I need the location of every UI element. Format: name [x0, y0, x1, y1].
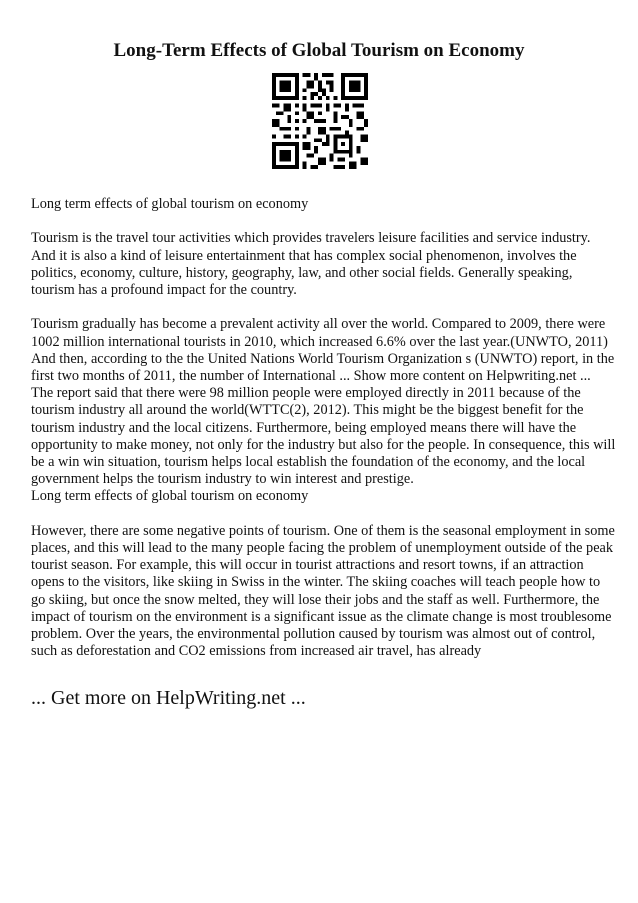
paragraph-employment: The report said that there were 98 million people were employed directly in 2011 because of the tourism industry all around the world(WTTC(2), 2012). This might be the biggest benefit for the tourism industry and the local citizens. Furthermore, being employed means there will have the opportunity to make money, not only for the industry but also for the people. In consequence, this will be a win win situation, tourism helps local establish the foundation of the economy, and the local government helps the tourism industry to win interest and prestige. [31, 385, 616, 488]
get-more-link[interactable]: ... Get more on HelpWriting.net ... [31, 687, 306, 709]
page-title: Long-Term Effects of Global Tourism on Economy [113, 40, 525, 61]
paragraph-gap [31, 299, 616, 316]
paragraph-gap [31, 213, 616, 230]
paragraph-growth: Tourism gradually has become a prevalent activity all over the world. Compared to 2009, there were 1002 million international tourists in 2010, which increased 6.6% over the last year.(UNWTO, 2011) And then, according to the the United Nations World Tourism Organization s (UNWTO) report, in the first two months of 2011, the number of International ... Show more content on Helpwriting.net ... [31, 316, 615, 384]
document-body [31, 196, 616, 660]
paragraph-negative: However, there are some negative points of tourism. One of them is the seasonal employment in some places, and this will lead to the many people facing the problem of unemployment outside of the peak tourist season. For example, this will occur in tourist attractions and resort towns, if an attraction opens to the visitors, like skiing in Swiss in the winter. The skiing coaches will teach people how to go skiing, but once the snow melted, they will lose their jobs and the staff as well. Furthermore, the impact of tourism on the environment is a significant issue as the climate change is most troublesome problem. Over the years, the environmental pollution caused by tourism was almost out of control, such as deforestation and CO2 emissions from increased air travel, has already [31, 522, 615, 660]
section-heading-1: Long term effects of global tourism on economy [31, 196, 309, 212]
section-heading-2: Long term effects of global tourism on economy [31, 488, 309, 505]
paragraph-intro: Tourism is the travel tour activities which provides travelers leisure facilities and service industry. And it is also a kind of leisure entertainment that has complex social phenomenon, involves the politics, economy, culture, history, geography, law, and other social fields. Generally speaking, tourism has a profound impact for the country. [31, 230, 591, 298]
qr-code-icon [272, 73, 368, 169]
paragraph-gap [31, 506, 616, 523]
